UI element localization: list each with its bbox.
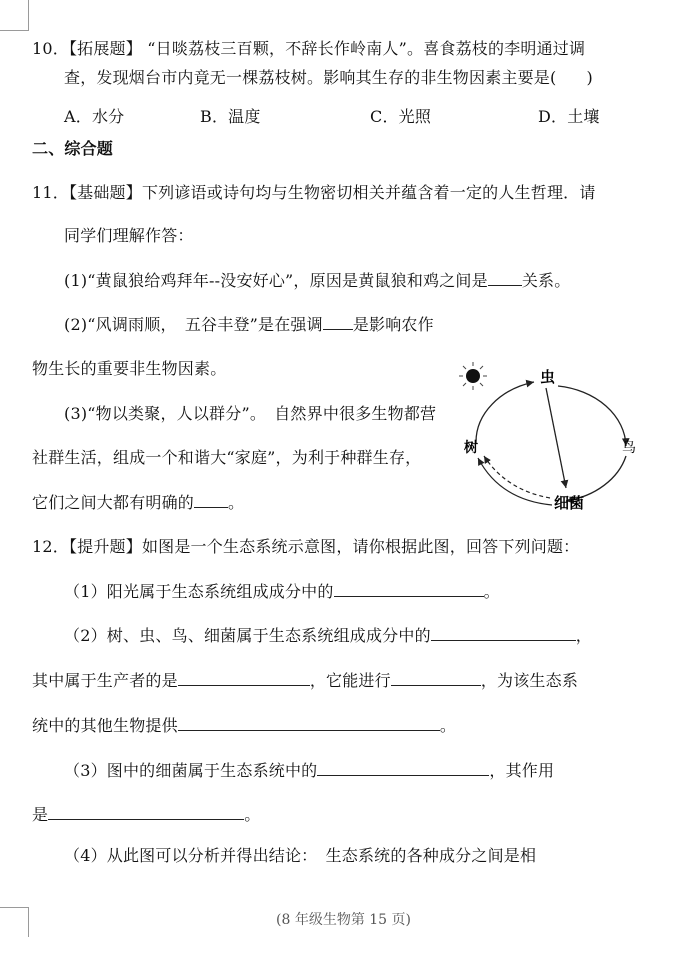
q12-sub-3-tail: ，其作用 (489, 761, 555, 780)
q12-blank-4[interactable] (391, 671, 481, 686)
q12-sub-1 (64, 579, 500, 602)
sun-icon (459, 362, 487, 390)
q12-line-1: 12．【提升题】如图是一个生态系统示意图，请你根据此图，回答下列问题： (32, 537, 580, 556)
q12-blank-5[interactable] (178, 716, 440, 731)
q10-line-1: 10．【拓展题】 “日啖荔枝三百颗，不辞长作岭南人”。喜食荔枝的李明通过调 (32, 39, 586, 58)
q10-option-c: C．光照 (370, 107, 432, 126)
q11-blank-1[interactable] (488, 271, 522, 286)
q12-blank-3[interactable] (178, 671, 310, 686)
ecosystem-diagram (456, 360, 646, 520)
q12-blank-7[interactable] (48, 805, 244, 820)
label-bird: 鸟 (622, 440, 636, 456)
q12-sub-4: （4）从此图可以分析并得出结论： 生态系统的各种成分之间是相 (64, 846, 537, 865)
q11-part-2-text: (2)“风调雨顺， 五谷丰登”是在强调 (64, 315, 323, 334)
q11-part-3-end (32, 490, 244, 513)
dashed-arrow-bacteria-tree (484, 456, 550, 498)
q11-part-3: (3)“物以类聚，人以群分”。 自然界中很多生物都营 (64, 404, 437, 423)
crop-mark-top-left-h (0, 30, 29, 31)
q12-sub-2-cont (32, 668, 578, 691)
q12-sub-2-end-tail: 。 (439, 716, 457, 735)
q11-part-2 (64, 312, 434, 335)
q12-sub-2-comma: ， (575, 626, 592, 645)
q11-part-1 (64, 268, 570, 291)
q10-option-d: D．土壤 (538, 107, 600, 126)
page-footer: (8 年级生物第 15 页) (276, 912, 411, 928)
crop-mark-bottom-left-h (0, 907, 29, 908)
label-bacteria: 细菌 (554, 494, 585, 512)
q12-sub-3-cont-tail: 。 (244, 805, 261, 824)
q12-blank-2[interactable] (431, 626, 576, 641)
q11-part-3-cont: 社群生活，组成一个和谐大“家庭”，为利于种群生存， (32, 448, 422, 467)
label-insect: 虫 (540, 368, 556, 386)
q12-sub-2-process-text: ，它能进行 (309, 671, 391, 690)
q11-part-1-text: (1)“黄鼠狼给鸡拜年--没安好心”，原因是黄鼠狼和鸡之间是 (64, 271, 488, 290)
q12-sub-3 (64, 758, 554, 781)
q12-sub-1-tail: 。 (483, 582, 500, 601)
cycle-arc-right (558, 386, 626, 446)
q11-line-1: 11．【基础题】下列谚语或诗句均与生物密切相关并蕴含着一定的人生哲理．请 (32, 183, 596, 202)
q12-sub-3-text: （3）图中的细菌属于生态系统中的 (64, 761, 318, 780)
q12-sub-2-end-text: 统中的其他生物提供 (32, 716, 178, 735)
q10-line-2-text: 查，发现烟台市内竟无一棵荔枝树。影响其生存的非生物因素主要是( (64, 68, 557, 87)
section-title: 二、综合题 (32, 139, 114, 158)
q11-blank-2[interactable] (323, 315, 353, 330)
q12-blank-6[interactable] (317, 761, 489, 776)
q10-answer-bracket: ) (586, 68, 593, 87)
cycle-arc-left (476, 382, 534, 442)
q11-part-3-end-text: 它们之间大都有明确的 (32, 493, 195, 512)
q12-sub-3-cont (32, 802, 260, 825)
q12-sub-1-text: （1）阳光属于生态系统组成成分中的 (64, 582, 334, 601)
q12-sub-2-end (32, 713, 456, 736)
q10-option-b: B．温度 (200, 107, 261, 126)
q12-sub-2-provide-text: ，为该生态系 (480, 671, 579, 690)
q12-sub-2-text: （2）树、虫、鸟、细菌属于生态系统组成成分中的 (64, 626, 431, 645)
q10-line-2 (64, 65, 593, 88)
q11-line-2: 同学们理解作答： (64, 226, 194, 245)
q11-part-2-cont: 物生长的重要非生物因素。 (32, 359, 227, 378)
q12-sub-2 (64, 623, 592, 646)
q12-sub-2-producer-text: 其中属于生产者的是 (32, 671, 178, 690)
q11-blank-3[interactable] (194, 493, 228, 508)
label-tree: 树 (464, 440, 478, 456)
crop-mark-top-left-v (28, 0, 29, 30)
q10-option-a: A．水分 (64, 107, 125, 126)
q12-blank-1[interactable] (334, 582, 484, 597)
arrow-insect-bacteria (546, 388, 566, 488)
q11-part-1-tail: 关系。 (521, 271, 571, 290)
solid-arrow-bacteria-tree (478, 458, 552, 505)
q12-sub-3-cont-text: 是 (32, 805, 49, 824)
q11-part-3-end-tail: 。 (228, 493, 245, 512)
q11-part-2-tail: 是影响农作 (352, 315, 434, 334)
